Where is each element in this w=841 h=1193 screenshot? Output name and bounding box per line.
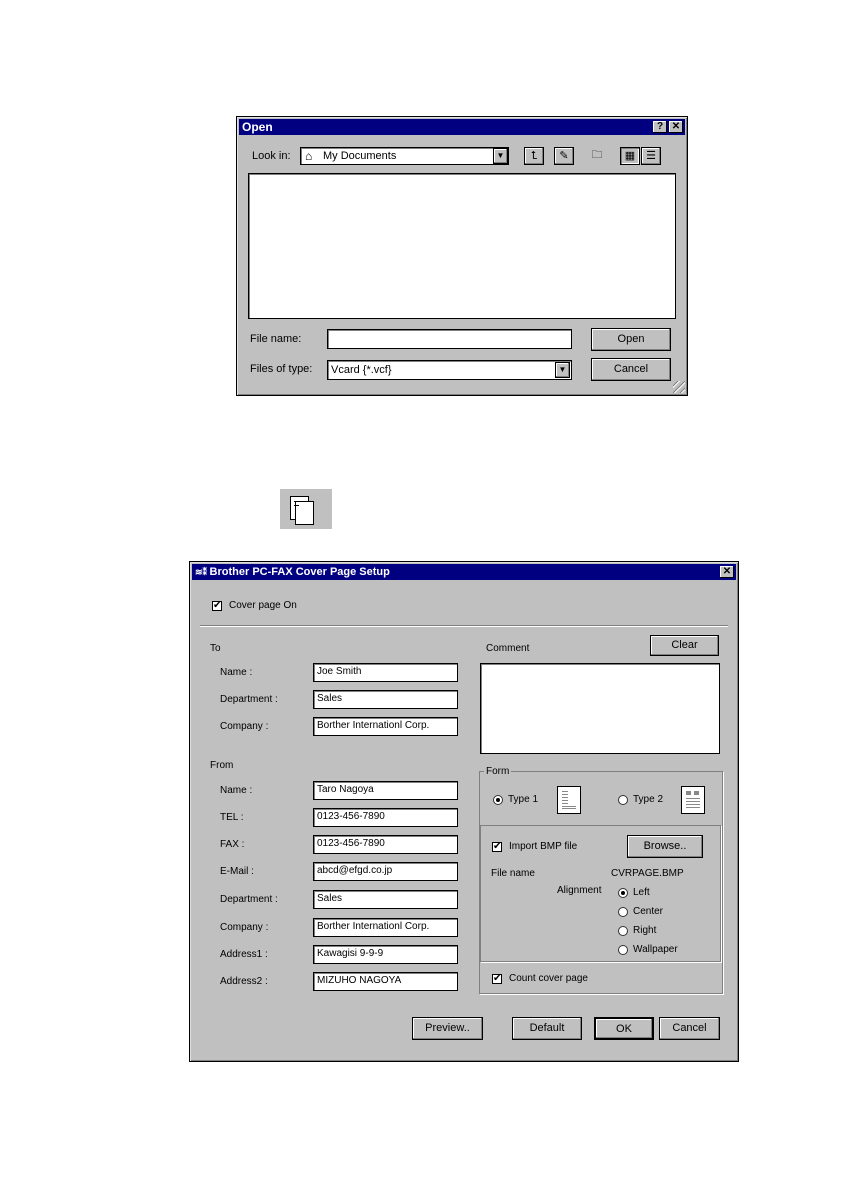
form-group-title: Form <box>486 766 510 777</box>
to-name-input[interactable]: Joe Smith <box>313 663 458 682</box>
up-folder-button[interactable] <box>524 147 544 165</box>
to-department-label: Department : <box>220 694 278 705</box>
from-department-label: Department : <box>220 894 278 905</box>
open-dialog <box>236 116 688 396</box>
file-name-label: File name <box>491 868 535 879</box>
to-heading: To <box>210 643 221 654</box>
open-dialog-titlebar <box>239 119 685 135</box>
file-name-input[interactable] <box>327 329 572 349</box>
to-name-label: Name : <box>220 667 253 678</box>
preview-button[interactable] <box>412 1017 483 1040</box>
clear-button-label: Clear <box>671 639 698 651</box>
from-email-label: E-Mail : <box>220 866 254 877</box>
new-folder-button[interactable] <box>587 147 607 165</box>
files-of-type-label: Files of type: <box>250 363 313 375</box>
type2-label: Type 2 <box>633 794 664 805</box>
import-bmp-label: Import BMP file <box>509 841 578 852</box>
align-wallpaper-label: Wallpaper <box>633 944 678 955</box>
look-in-value: My Documents <box>323 150 397 162</box>
cancel-button-label: Cancel <box>672 1022 707 1034</box>
align-left-radio[interactable] <box>618 888 628 898</box>
count-cover-page-checkbox[interactable]: ✔ <box>493 973 502 984</box>
cover-page-on-checkbox[interactable]: ✔ <box>213 600 222 611</box>
open-dialog-title: Open <box>242 120 273 134</box>
app-icon: ≋⁑ <box>195 567 210 577</box>
open-button-label: Open <box>617 333 645 345</box>
from-address1-label: Address1 : <box>220 949 268 960</box>
browse-button[interactable] <box>627 835 703 858</box>
from-name-input[interactable]: Taro Nagoya <box>313 781 458 800</box>
from-fax-input[interactable]: 0123-456-7890 <box>313 835 458 854</box>
from-email-input[interactable]: abcd@efgd.co.jp <box>313 862 458 881</box>
cancel-button[interactable] <box>659 1017 720 1040</box>
type2-preview-icon <box>681 786 705 814</box>
resize-grip-icon[interactable] <box>673 381 685 393</box>
list-view-button[interactable] <box>620 147 640 165</box>
align-center-label: Center <box>633 906 664 917</box>
alignment-label: Alignment <box>557 885 602 896</box>
type2-radio[interactable] <box>618 795 628 805</box>
from-address2-label: Address2 : <box>220 976 268 987</box>
align-wallpaper-radio[interactable] <box>618 945 628 955</box>
type1-radio[interactable] <box>493 795 503 805</box>
list-view-icon: ▦ <box>624 150 636 162</box>
close-button[interactable]: ✕ <box>720 566 734 578</box>
chevron-down-icon[interactable]: ▼ <box>493 148 508 164</box>
type1-label: Type 1 <box>508 794 539 805</box>
comment-textarea[interactable] <box>480 663 720 754</box>
browse-button-label: Browse.. <box>643 840 687 852</box>
files-of-type-value: Vcard {*.vcf} <box>331 364 392 376</box>
to-company-label: Company : <box>220 721 269 732</box>
chevron-down-icon[interactable]: ▼ <box>555 362 570 378</box>
details-view-icon: ☰ <box>646 150 656 162</box>
file-list-area[interactable] <box>248 173 676 319</box>
look-in-dropdown[interactable] <box>300 147 509 165</box>
default-button[interactable] <box>512 1017 582 1040</box>
favorites-button[interactable] <box>554 147 574 165</box>
count-cover-page-label: Count cover page <box>509 973 588 984</box>
cancel-button[interactable] <box>591 358 671 381</box>
type1-preview-icon <box>557 786 581 814</box>
look-in-label: Look in: <box>252 150 291 162</box>
home-folder-icon: ⌂ <box>305 149 313 163</box>
import-bmp-checkbox[interactable]: ✔ <box>493 841 502 852</box>
from-company-label: Company : <box>220 922 269 933</box>
cover-dialog-titlebar <box>192 564 736 580</box>
cover-dialog-title: Brother PC-FAX Cover Page Setup <box>209 566 390 578</box>
from-address2-input[interactable]: MIZUHO NAGOYA <box>313 972 458 991</box>
file-name-value: CVRPAGE.BMP <box>611 868 684 879</box>
comment-label: Comment <box>486 643 530 654</box>
file-name-label: File name: <box>250 333 302 345</box>
ok-button-label: OK <box>616 1023 632 1035</box>
from-address1-input[interactable]: Kawagisi 9-9-9 <box>313 945 458 964</box>
favorites-icon: ✎ <box>559 150 569 162</box>
from-fax-label: FAX : <box>220 839 245 850</box>
from-tel-label: TEL : <box>220 812 244 823</box>
files-of-type-dropdown[interactable] <box>327 360 572 380</box>
cover-page-on-label: Cover page On <box>229 600 297 611</box>
ok-button[interactable] <box>594 1017 654 1040</box>
close-button[interactable]: ✕ <box>669 121 683 133</box>
from-heading: From <box>210 760 234 771</box>
clear-button[interactable] <box>650 635 719 656</box>
to-department-input[interactable]: Sales <box>313 690 458 709</box>
help-button[interactable]: ? <box>653 121 667 133</box>
from-name-label: Name : <box>220 785 253 796</box>
to-company-input[interactable]: Borther Internationl Corp. <box>313 717 458 736</box>
from-department-input[interactable]: Sales <box>313 890 458 909</box>
from-company-input[interactable]: Borther Internationl Corp. <box>313 918 458 937</box>
cover-page-setup-dialog <box>189 561 739 1062</box>
cover-page-icon[interactable] <box>280 489 332 529</box>
default-button-label: Default <box>529 1022 565 1034</box>
align-center-radio[interactable] <box>618 907 628 917</box>
separator <box>200 625 728 627</box>
align-right-radio[interactable] <box>618 926 628 936</box>
align-left-label: Left <box>633 887 650 898</box>
up-folder-icon: ⮤ <box>530 150 538 162</box>
cancel-button-label: Cancel <box>613 363 649 375</box>
open-button[interactable] <box>591 328 671 351</box>
preview-button-label: Preview.. <box>425 1022 470 1034</box>
align-right-label: Right <box>633 925 657 936</box>
from-tel-input[interactable]: 0123-456-7890 <box>313 808 458 827</box>
details-view-button[interactable] <box>641 147 661 165</box>
new-folder-icon: 🗀 <box>591 149 603 161</box>
